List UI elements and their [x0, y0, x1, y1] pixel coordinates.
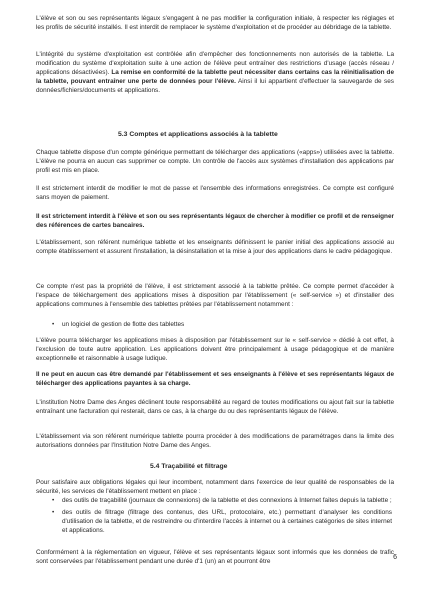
page-number: 6	[393, 554, 397, 561]
paragraph-paid-apps: Il ne peut en aucun cas être demandé par l'établissement et ses enseignants à l'élève et ses représentants légaux de télécharger des applications payantes à sa charge.	[36, 371, 394, 387]
paragraph-legal-obligations: Pour satisfaire aux obligations légales qui leur incombent, notamment dans l'exercice de leur qualité de responsables de la sécurité, les services de l'établissement mettent en place :	[36, 479, 394, 495]
paragraph-generic-account: Chaque tablette dispose d'un compte générique permettant de télécharger des applications («apps») utilisées avec la tablette. L'élève ne pourra en aucun cas supprimer ce compte. Un contrôle de l'accès aux systèmes d'installation des applications par profil est mis en place.	[36, 149, 394, 174]
integrity-text: L'intégrité du système d'exploitation est contrôlée afin d'empêcher des fonctionnements non autorisés de la tablette. La modification du système d'exploitation suite à une action de l'élève peut entraîner des restrictions d'usage (accès réseau / applications désactivées).	[36, 51, 394, 76]
list-item: • des outils de traçabilité (journaux de connexions) de la tablette et des connexions à Internet faites depuis la tablette ;	[50, 496, 392, 505]
paragraph-integrity	[36, 50, 394, 95]
paragraph-initial-apps: L'établissement, son référent numérique tablette et les enseignants définissent le panier initial des applications associé au compte établissement et assurent l'installation, la désinstallation et la mise à jour des applications dans le cadre pédagogique.	[36, 239, 394, 255]
section-heading-5-3: 5.3 Comptes et applications associés à la tablette	[118, 131, 278, 138]
integrity-warning: La remise en conformité de la tablette peut nécessiter dans certains cas la réinitialisation de la tablette, pouvant entraîner une perte de données pour l'élève.	[36, 69, 394, 85]
section-heading-5-4: 5.4 Traçabilité et filtrage	[150, 463, 228, 470]
paragraph-data-retention: Conformément à la réglementation en vigueur, l'élève et ses représentants légaux sont informés que les données de trafic sont conservées par l'établissement pendant une durée d'1 (un) an et pourront être	[36, 549, 394, 565]
paragraph-password: Il est strictement interdit de modifier le mot de passe et l'ensemble des informations enregistrées. Ce compte est configuré sans moyen de paiement.	[36, 185, 394, 201]
paragraph-self-service: L'élève pourra télécharger les applications mises à disposition par l'établissement sur le « self-service » dédié à cet effet, à l'exclusion de toute autre application. Les applications doivent être principalement à usage pédagogique et de manière exceptionnelle et raisonnable à usage ludique.	[36, 337, 394, 362]
paragraph-configuration: L'élève et son ou ses représentants légaux s'engagent à ne pas modifier la configuration initiale, à respecter les réglages et les profils de sécurité installés. Il est interdit de remplacer le système d'exploitation et de procéder au débridage de la tablette.	[36, 15, 394, 31]
list-item: • un logiciel de gestion de flotte des tablettes	[50, 320, 390, 329]
paragraph-liability: L'institution Notre Dame des Anges déclinent toute responsabilité au regard de toutes modifications ou ajout fait sur la tablette entraînant une facturation qui resterait, dans ce cas, à la charge du ou des représentants légaux de l'élève.	[36, 399, 394, 415]
paragraph-account-ownership: Ce compte n'est pas la propriété de l'élève, il est strictement associé à la tablette prêtée. Ce compte permet d'accéder à l'espace de téléchargement des applications mises à disposition par l'établissement (« self-service ») et d'installer des applications communes à l'ensemble des tablettes prêtées par l'établissement notamment :	[36, 283, 394, 308]
integrity-backup-note: Ainsi il lui appartient d'effectuer la sauvegarde de ses données/fichiers/documents et applications.	[36, 78, 394, 94]
list-item: • des outils de filtrage (filtrage des contenus, des URL, protocolaire, etc.) permettant d'analyser les conditions d'utilisation de la tablette, et de restreindre ou d'interdire l'accès à internet ou à certaines catégories de sites internet et applications.	[50, 508, 392, 535]
paragraph-bank-warning: Il est strictement interdit à l'élève et son ou ses représentants légaux de chercher à modifier ce profil et de renseigner des références de cartes bancaires.	[36, 213, 394, 229]
list-tools	[50, 496, 392, 535]
paragraph-settings: L'établissement via son référent numérique tablette pourra procéder à des modifications de paramétrages dans la limite des autorisations données par l'Institution Notre Dame des Anges.	[36, 433, 394, 449]
list-common-apps	[50, 320, 390, 329]
